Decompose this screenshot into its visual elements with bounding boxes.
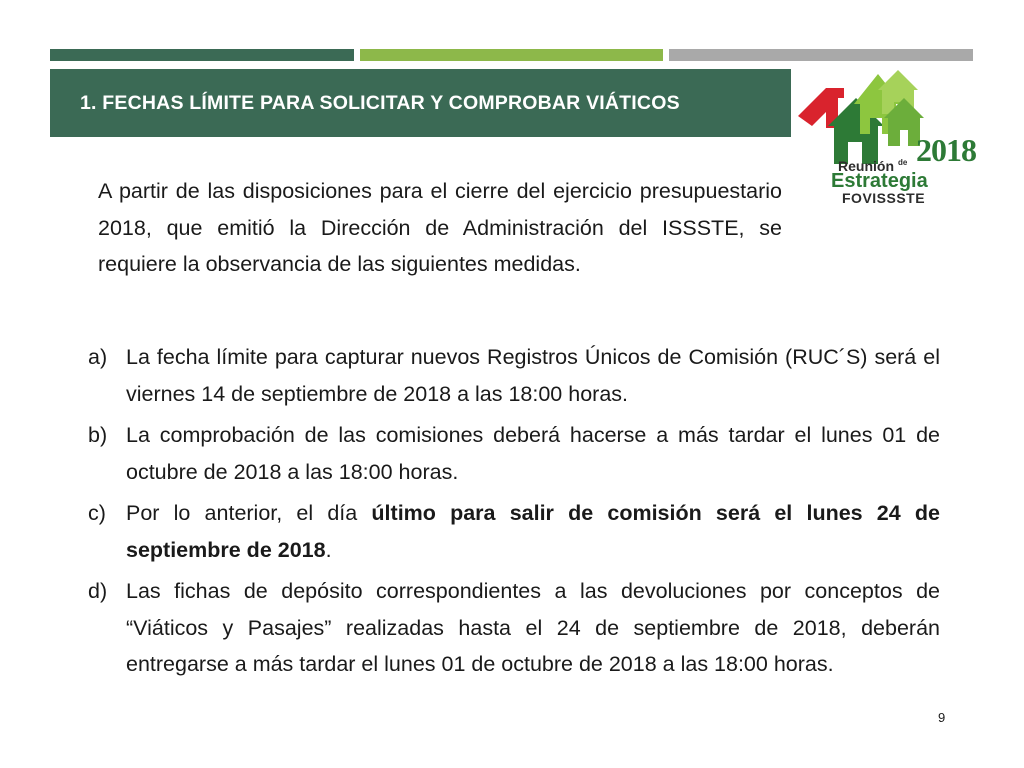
- list-item-text: La fecha límite para capturar nuevos Registros Únicos de Comisión (RUC´S) será el viernes 14 de septiembre de 2018 a las 18:00 horas.: [126, 345, 940, 406]
- list-item-text: La comprobación de las comisiones deberá hacerse a más tardar el lunes 01 de octubre de 2018 a las 18:00 horas.: [126, 423, 940, 484]
- list-item: [88, 339, 940, 412]
- list-item-text: Por lo anterior, el día último para salir de comisión será el lunes 24 de septiembre de 2018.: [126, 501, 940, 562]
- list-item-text: Las fichas de depósito correspondientes a las devoluciones por conceptos de “Viáticos y Pasajes” realizadas hasta el 24 de septiembre de 2018, deberán entregarse a más tardar el lunes 01 de octubre de 2018 a las 18:00 horas.: [126, 579, 940, 676]
- slide-title: 1. FECHAS LÍMITE PARA SOLICITAR Y COMPROBAR VIÁTICOS: [80, 91, 680, 114]
- list-marker: b): [88, 423, 108, 447]
- list-item: [88, 495, 940, 568]
- logo-year: 2018: [916, 132, 976, 168]
- logo-text-reunion: Reunión $^{de}$: [838, 158, 908, 174]
- measures-list: [88, 339, 940, 688]
- page-number: 9: [938, 710, 946, 725]
- list-item: [88, 417, 940, 490]
- list-marker: d): [88, 579, 108, 603]
- emphasis-text: último para salir de comisión será el lunes 24 de septiembre de 2018: [126, 501, 940, 562]
- list-marker: c): [88, 501, 106, 525]
- logo-text-estrategia: Estrategia: [831, 170, 928, 192]
- event-logo: [798, 68, 986, 208]
- accent-bar-gray: [669, 49, 973, 61]
- slide-title-banner: [50, 69, 791, 137]
- logo-text-fovissste: FOVISSSTE: [842, 190, 926, 206]
- list-marker: a): [88, 345, 108, 369]
- list-item: [88, 573, 940, 683]
- intro-paragraph: A partir de las disposiciones para el cierre del ejercicio presupuestario 2018, que emitió la Dirección de Administración del ISSSTE, se requiere la observancia de las siguientes medidas.: [98, 179, 782, 276]
- accent-bar-light-green: [360, 49, 663, 61]
- accent-bar-dark-green: [50, 49, 354, 61]
